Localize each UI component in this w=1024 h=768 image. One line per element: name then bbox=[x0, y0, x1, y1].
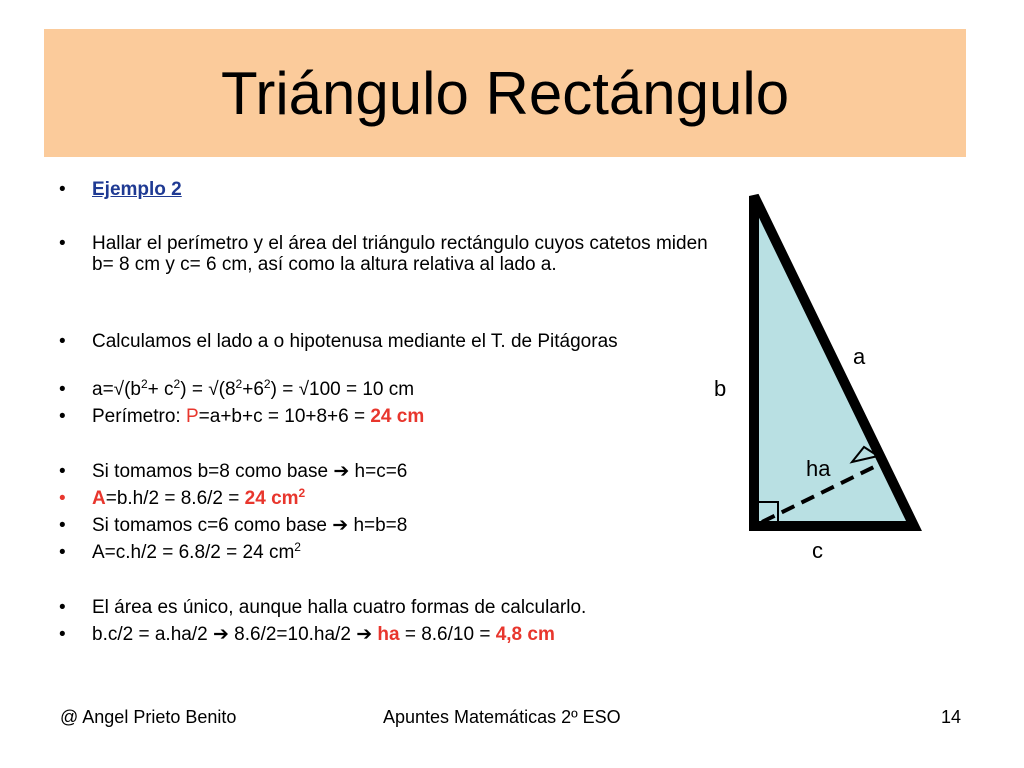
footer-author: @ Angel Prieto Benito bbox=[60, 707, 237, 727]
formula-text: ) = √(8 bbox=[180, 379, 236, 400]
bullet-base-c bbox=[92, 515, 712, 536]
unique-text: El área es único, aunque halla cuatro formas de calcularlo. bbox=[92, 597, 587, 618]
label-b: b bbox=[714, 376, 727, 401]
formula-text: +6 bbox=[242, 379, 264, 400]
slide-title: Triángulo Rectángulo bbox=[220, 59, 790, 127]
bullet-area-b bbox=[92, 488, 712, 509]
exponent: 2 bbox=[235, 377, 243, 391]
base-c-text: Si tomamos c=6 como base bbox=[92, 515, 333, 536]
bullet-unique bbox=[92, 597, 712, 618]
exponent: 2 bbox=[298, 486, 306, 500]
bullet-area-c bbox=[92, 542, 712, 563]
base-c-result: h=b=8 bbox=[348, 515, 408, 536]
exponent: 2 bbox=[140, 377, 148, 391]
formula-text: ) = √100 = 10 cm bbox=[270, 379, 415, 400]
footer-page-number: 14 bbox=[941, 707, 962, 727]
perimeter-symbol: P bbox=[185, 406, 199, 427]
arrow-icon: ➔ bbox=[212, 624, 229, 645]
bullet-hyp-calc bbox=[92, 379, 712, 400]
area-b-formula: =b.h/2 = 8.6/2 = bbox=[105, 488, 245, 509]
hyp-intro-text: Calculamos el lado a o hipotenusa mediante el T. de Pitágoras bbox=[92, 331, 618, 352]
footer-course: Apuntes Matemáticas 2º ESO bbox=[383, 707, 621, 727]
arrow-icon: ➔ bbox=[356, 624, 373, 645]
height-formula: b.c/2 = a.ha/2 bbox=[92, 624, 213, 645]
perimeter-label: Perímetro: bbox=[92, 406, 186, 427]
example-link[interactable]: Ejemplo 2 bbox=[92, 179, 182, 200]
bullet-base-b bbox=[92, 461, 712, 482]
formula-text: a=√(b bbox=[92, 379, 141, 400]
label-a: a bbox=[853, 344, 866, 369]
bullet-problem bbox=[92, 233, 712, 275]
arrow-icon: ➔ bbox=[333, 461, 350, 482]
height-symbol: ha bbox=[372, 624, 400, 645]
formula-text: + c bbox=[147, 379, 174, 400]
bullet-example bbox=[92, 179, 712, 200]
area-c-formula: A=c.h/2 = 6.8/2 = 24 cm bbox=[92, 542, 295, 563]
area-b-result: 24 cm bbox=[244, 488, 299, 509]
problem-text: Hallar el perímetro y el área del triángulo rectángulo cuyos catetos miden b= 8 cm y c= 6 cm, así como la altura relativa al lado a. bbox=[92, 233, 708, 275]
exponent: 2 bbox=[294, 540, 301, 554]
base-b-text: Si tomamos b=8 como base bbox=[92, 461, 334, 482]
triangle-diagram bbox=[690, 180, 950, 580]
bullet-perimeter bbox=[92, 406, 712, 427]
base-b-result: h=c=6 bbox=[349, 461, 408, 482]
triangle bbox=[754, 196, 914, 526]
bullet-hyp-intro bbox=[92, 331, 712, 352]
arrow-icon: ➔ bbox=[332, 515, 349, 536]
height-formula: = 8.6/10 = bbox=[399, 624, 496, 645]
height-result: 4,8 cm bbox=[495, 624, 555, 645]
perimeter-formula: =a+b+c = 10+8+6 = bbox=[198, 406, 371, 427]
label-ha: ha bbox=[806, 456, 831, 481]
area-symbol: A bbox=[92, 488, 106, 509]
perimeter-result: 24 cm bbox=[370, 406, 425, 427]
bullet-height bbox=[92, 624, 712, 645]
exponent: 2 bbox=[173, 377, 181, 391]
exponent: 2 bbox=[263, 377, 271, 391]
label-c: c bbox=[812, 538, 823, 563]
height-formula: 8.6/2=10.ha/2 bbox=[228, 624, 357, 645]
